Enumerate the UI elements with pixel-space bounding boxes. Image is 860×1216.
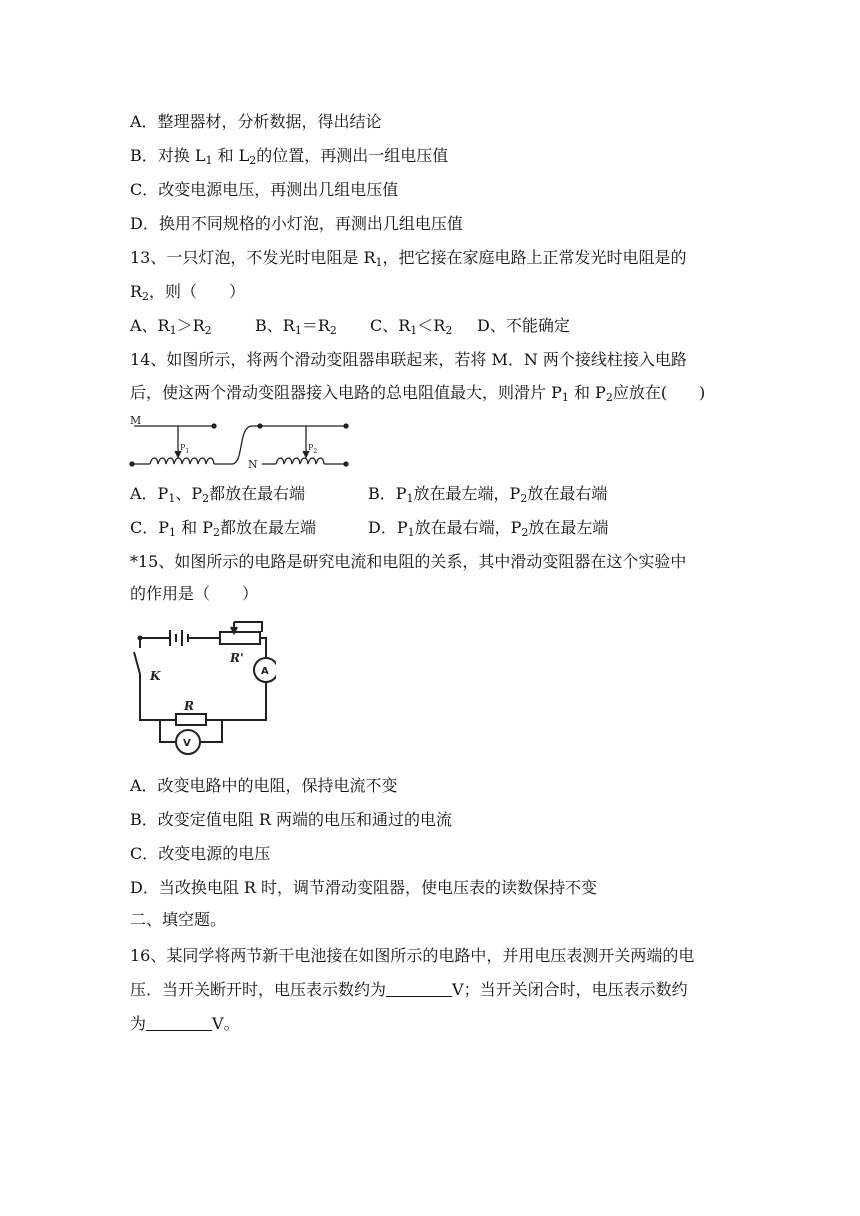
q15-option-a: A．改变电路中的电阻，保持电流不变 xyxy=(130,776,398,795)
q14-option-a: A．$P_1$、$P_2$都放在最右端 xyxy=(130,484,306,505)
q13-stem-line2: $R_2$，则（ ） xyxy=(130,282,246,303)
label-r-prime: R' xyxy=(230,651,244,665)
q14-option-d: D．$P_1$放在最右端，$P_2$放在最左端 xyxy=(368,518,609,539)
label-n: N xyxy=(248,458,258,471)
label-r: R xyxy=(184,699,194,713)
q14-rheostat-figure xyxy=(128,410,350,474)
q12-option-a: A．整理器材，分析数据，得出结论 xyxy=(130,112,382,131)
section-heading-fill-in: 二、填空题。 xyxy=(130,910,227,929)
q14-stem-line2: 后，使这两个滑动变阻器接入电路的总电阻值最大，则滑片 $P_1$ 和 $P_2$应放在( ) xyxy=(130,383,706,404)
q15-circuit-figure xyxy=(126,614,276,760)
q14-stem-line1: 14、如图所示，将两个滑动变阻器串联起来，若将 M．N 两个接线柱接入电路 xyxy=(130,350,687,369)
q15-option-d: D．当改换电阻 R 时，调节滑动变阻器，使电压表的读数保持不变 xyxy=(130,878,598,897)
q15-stem-line2: 的作用是（ ） xyxy=(130,584,259,603)
q16-blank-2[interactable] xyxy=(146,1013,212,1031)
q12-option-b: B．对换 $L_1$ 和 $L_2$的位置，再测出一组电压值 xyxy=(130,146,449,167)
q14-option-c: C．$P_1$ 和 $P_2$都放在最左端 xyxy=(130,518,316,539)
q13-option-b: B、$R_1=R_2$ xyxy=(255,316,337,337)
q12-option-c: C．改变电源电压，再测出几组电压值 xyxy=(130,180,399,199)
label-p1: $P_1$ xyxy=(180,443,190,455)
label-voltmeter: V xyxy=(183,738,191,749)
q13-option-a: A、$R_1>R_2$ xyxy=(130,316,212,337)
q15-option-c: C．改变电源的电压 xyxy=(130,844,271,863)
q13-stem-line1: 13、一只灯泡，不发光时电阻是 $R_1$，把它接在家庭电路上正常发光时电阻是的 xyxy=(130,248,687,269)
label-k: K xyxy=(150,669,161,683)
label-m: M xyxy=(130,414,142,427)
q16-stem-line1: 16、某同学将两节新干电池接在如图所示的电路中，并用电压表测开关两端的电 xyxy=(130,946,695,965)
q13-option-c: C、$R_1<R_2$ xyxy=(370,316,453,337)
label-p2: $P_2$ xyxy=(308,443,318,455)
label-ammeter: A xyxy=(261,666,269,677)
q14-option-b: B．$P_1$放在最左端，$P_2$放在最右端 xyxy=(368,484,608,505)
q15-option-b: B．改变定值电阻 R 两端的电压和通过的电流 xyxy=(130,810,452,829)
q16-blank-1[interactable] xyxy=(386,979,452,997)
q15-stem-line1: *15、如图所示的电路是研究电流和电阻的关系，其中滑动变阻器在这个实验中 xyxy=(130,552,687,571)
q13-option-d: D、不能确定 xyxy=(477,316,570,335)
q12-option-d: D．换用不同规格的小灯泡，再测出几组电压值 xyxy=(130,214,463,233)
q16-stem-line2: 压．当开关断开时，电压表示数约为 V；当开关闭合时，电压表示数约 xyxy=(130,980,688,999)
q16-stem-line3: 为 V。 xyxy=(130,1014,240,1033)
